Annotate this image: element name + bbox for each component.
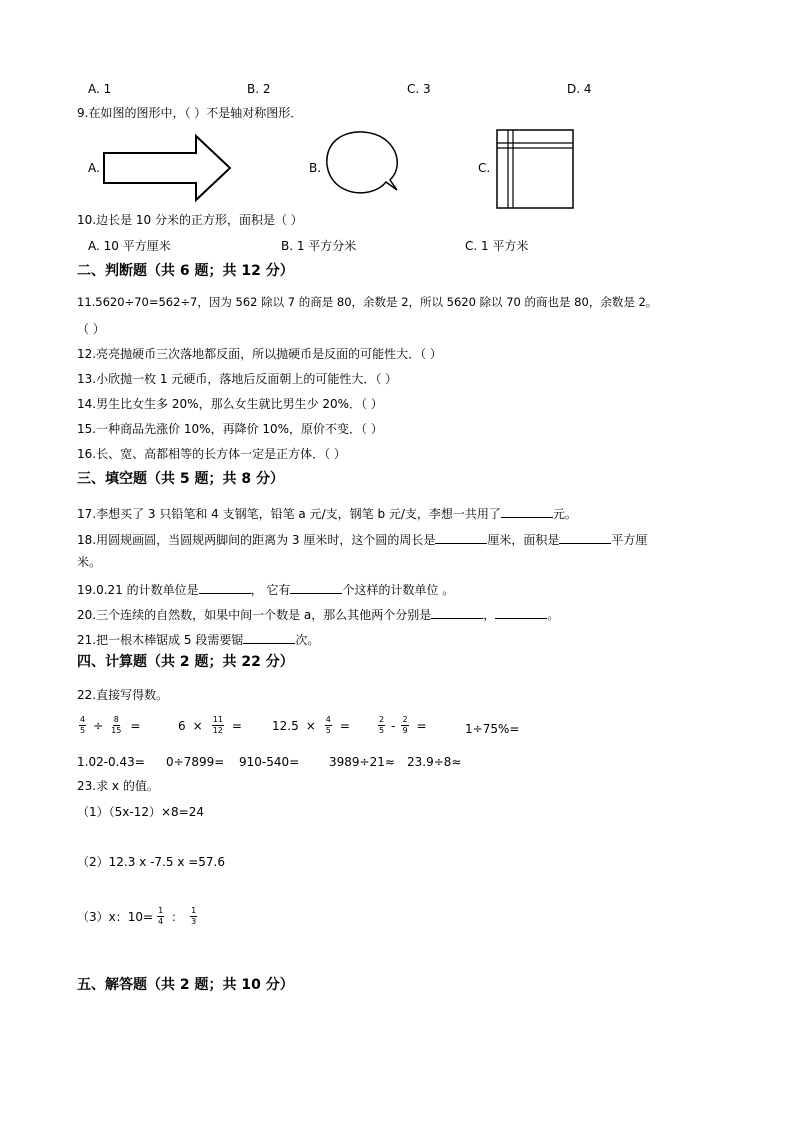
q22-expr-3: 12.5 × $\frac{4}{5}$ = (272, 715, 350, 735)
q21: 21.把一根木棒锯成 5 段需要锯 次。 (77, 633, 320, 647)
q19: 19.0.21 的计数单位是 ， 它有 个这样的计数单位 。 (77, 583, 455, 597)
q11-answer-paren: （ ） (77, 322, 105, 336)
q22-stem: 22.直接写得数。 (77, 688, 169, 702)
q22-expr-1: $\frac{4}{5}$ ÷ $\frac{8}{15}$ = (80, 715, 141, 735)
section-3-title: 三、填空题（共 5 题；共 8 分） (77, 471, 284, 487)
q10-stem: 10.边长是 10 分米的正方形，面积是（ ） (77, 213, 303, 227)
fraction: $\frac{4}{5}$ (325, 715, 331, 735)
fraction: $\frac{11}{12}$ (212, 715, 223, 735)
q8-option-d: D. 4 (567, 82, 592, 96)
q22-expr-5: 1÷75%= (465, 722, 520, 736)
q23-part-3: （3）x：10= $\frac{1}{4}$ ： $\frac{1}{3}$ (77, 906, 197, 926)
q22-row2-2: 0÷7899= (166, 755, 225, 769)
q22-expr-2: 6 × $\frac{11}{12}$ = (178, 715, 242, 735)
q23-part-2: （2）12.3 x -7.5 x =57.6 (77, 855, 226, 869)
fraction: $\frac{1}{3}$ (191, 906, 197, 926)
q20-blank-2[interactable] (495, 606, 547, 619)
q22-row2-1: 1.02-0.43= (77, 755, 145, 769)
fraction: $\frac{8}{15}$ (111, 715, 122, 735)
section-2-title: 二、判断题（共 6 题；共 12 分） (77, 263, 294, 279)
q17-blank[interactable] (501, 505, 553, 518)
q18-blank-area[interactable] (559, 531, 611, 544)
arrow-shape-figure (100, 133, 234, 203)
fraction: $\frac{4}{5}$ (80, 715, 86, 735)
q9-label-a: A. (88, 161, 100, 175)
q17: 17.李想买了 3 只铅笔和 4 支钢笔，铅笔 a 元/支，钢笔 b 元/支，李想一共用了 元。 (77, 507, 577, 521)
fraction: $\frac{1}{4}$ (158, 906, 164, 926)
q8-option-b: B. 2 (247, 82, 271, 96)
q21-blank[interactable] (243, 631, 295, 644)
q10-option-a: A. 10 平方厘米 (88, 239, 171, 253)
q18: 18.用圆规画圆，当圆规两脚间的距离为 3 厘米时，这个圆的周长是 厘米，面积是 平方厘 (77, 533, 648, 547)
q20-blank-1[interactable] (431, 606, 483, 619)
q13-text: 13.小欣抛一枚 1 元硬币，落地后反面朝上的可能性大．（ ） (77, 372, 398, 386)
q19-blank-count[interactable] (290, 581, 342, 594)
q10-option-b: B. 1 平方分米 (281, 239, 357, 253)
q14-text: 14.男生比女生多 20%，那么女生就比男生少 20%．（ ） (77, 397, 383, 411)
square-lines-shape-figure (495, 128, 575, 210)
fraction: $\frac{2}{9}$ (402, 715, 408, 735)
q8-option-a: A. 1 (88, 82, 112, 96)
q20: 20.三个连续的自然数，如果中间一个数是 a，那么其他两个分别是 ， 。 (77, 608, 560, 622)
section-4-title: 四、计算题（共 2 题；共 22 分） (77, 654, 294, 670)
q12-text: 12.亮亮抛硬币三次落地都反面，所以抛硬币是反面的可能性大．（ ） (77, 347, 442, 361)
q19-blank-unit[interactable] (199, 581, 251, 594)
q23-part-1: （1）（5x-12）×8=24 (77, 805, 204, 819)
section-5-title: 五、解答题（共 2 题；共 10 分） (77, 977, 294, 993)
q18-continuation: 米。 (77, 555, 102, 569)
q9-stem: 9.在如图的图形中，（ ）不是轴对称图形． (77, 106, 303, 120)
q18-blank-circumference[interactable] (435, 531, 487, 544)
q8-option-c: C. 3 (407, 82, 431, 96)
q9-label-c: C. (478, 161, 491, 175)
q11-text: 11.5620÷70=562÷7，因为 562 除以 7 的商是 80，余数是 2，所以 5620 除以 70 的商也是 80，余数是 2。 (77, 295, 658, 309)
q15-text: 15.一种商品先涨价 10%，再降价 10%，原价不变．（ ） (77, 422, 383, 436)
q22-expr-4: $\frac{2}{5}$ - $\frac{2}{9}$ = (379, 715, 427, 735)
q22-row2-5: 23.9÷8≈ (407, 755, 462, 769)
speech-bubble-shape-figure (318, 130, 408, 200)
q22-row2-3: 910-540= (239, 755, 300, 769)
q10-option-c: C. 1 平方米 (465, 239, 529, 253)
fraction: $\frac{2}{5}$ (379, 715, 385, 735)
q22-row2-4: 3989÷21≈ (329, 755, 395, 769)
q16-text: 16.长、宽、高都相等的长方体一定是正方体．（ ） (77, 447, 346, 461)
q9-label-b: B. (309, 161, 322, 175)
q23-stem: 23.求 x 的值。 (77, 779, 159, 793)
